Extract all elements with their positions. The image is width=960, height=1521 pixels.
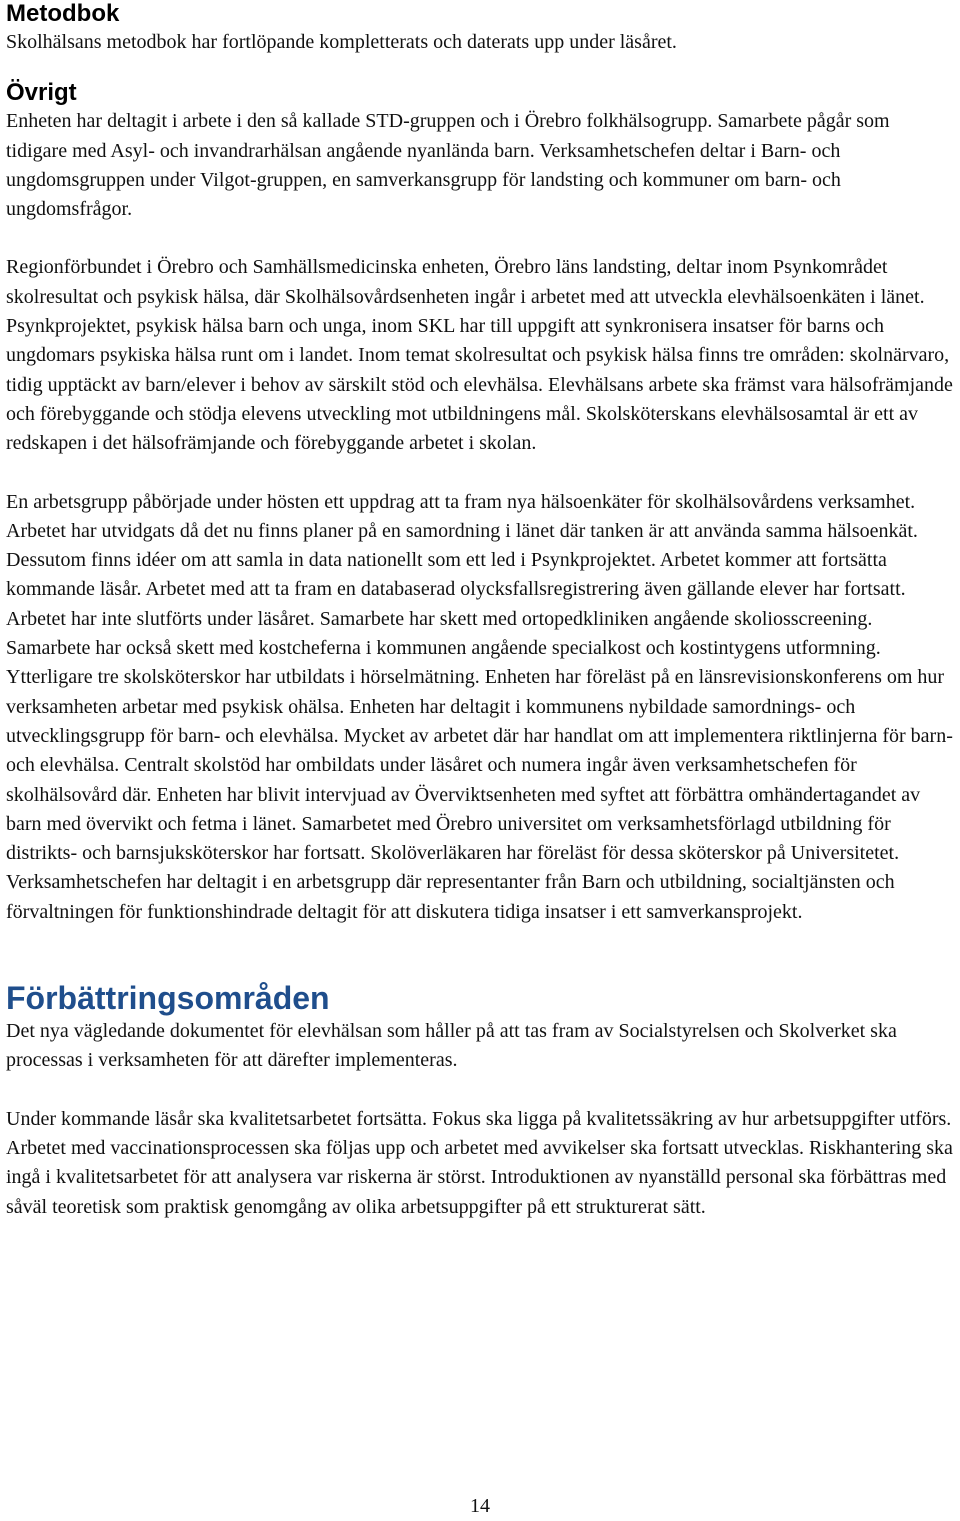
spacer <box>6 1076 954 1105</box>
spacer <box>6 459 954 488</box>
section-heading-ovrigt: Övrigt <box>6 79 77 107</box>
forbattring-paragraph-1: Det nya vägledande dokumentet för elevhälsan som håller på att tas fram av Socialstyrelsen och Skolverket ska processas i verksamheten för att därefter implementeras. <box>6 1020 897 1072</box>
ovrigt-paragraph-1: Enheten har deltagit i arbete i den så kallade STD-gruppen och i Örebro folkhälsogrupp. Samarbete pågår som tidigare med Asyl- och invandrarhälsan angående nyanlända barn. Verksamhetschefen deltar i Barn- och ungdomsgruppen under Vilgot-gruppen, en samverkansgrupp för landsting och kommuner om barn- och ungdomsfrågor. <box>6 110 890 221</box>
section-heading-forbattringsomraden: Förbättringsområden <box>6 980 330 1017</box>
spacer <box>6 57 954 79</box>
spacer <box>6 927 954 979</box>
ovrigt-paragraph-3: En arbetsgrupp påbörjade under hösten ett uppdrag att ta fram nya hälsoenkäter för skolhälsovårdens verksamhet. Arbetet har utvidgats då det nu finns planer på en samordning i länet där tanken är att använda samma hälsoenkät. Dessutom finns idéer om att samla in data nationellt som ett led i Psynkprojektet. Arbetet kommer att fortsätta kommande läsår. Arbetet med att ta fram en databaserad olycksfallsregistrering även gällande elever har fortsatt. Arbetet har inte slutförts under läsåret. Samarbete har skett med ortopedkliniken angående skoliosscreening. Samarbete har också skett med kostcheferna i kommunen angående specialkost och kostintygens utformning. Ytterligare tre skolsköterskor har utbildats i hörselmätning. Enheten har föreläst på en länsrevisionskonferens om hur verksamheten arbetar med psykisk ohälsa. Enheten har deltagit i kommunens nybildade samordnings- och utvecklingsgrupp för barn- och elevhälsa. Mycket av arbetet där har handlat om att implementera riktlinjerna för barn- och elevhälsa. Centralt skolstöd har ombildats under läsåret och numera ingår även verksamhetschefen för skolhälsovård där. Enheten har blivit intervjuad av Överviktsenheten med syftet att förbättra omhändertagandet av barn med övervikt och fetma i länet. Samarbetet med Örebro universitet om verksamhetsförlagd utbildning för distrikts- och barnsjuksköterskor har fortsatt. Skolöverläkaren har föreläst för dessa sköterskor på Universitetet. Verksamhetschefen har deltagit i en arbetsgrupp där representanter från Barn och utbildning, socialtjänsten och förvaltningen för funktionshindrade deltagit för att diskutera tidiga insatser i ett samverkansprojekt. <box>6 490 953 923</box>
forbattring-paragraph-2: Under kommande läsår ska kvalitetsarbetet fortsätta. Fokus ska ligga på kvalitetssäkring av hur arbetsuppgifter utförs. Arbetet med vaccinationsprocessen ska följas upp och arbetet med avvikelser ska fortsatt utvecklas. Riskhantering ska ingå i kvalitetsarbetet för att analysera var riskerna är störst. Introduktionen av nyanställd personal ska förbättras med såväl teoretisk som praktisk genomgång av olika arbetsuppgifter på ett strukturerat sätt. <box>6 1107 953 1218</box>
ovrigt-paragraph-2: Regionförbundet i Örebro och Samhällsmedicinska enheten, Örebro läns landsting, deltar inom Psynkområdet skolresultat och psykisk hälsa, där Skolhälsovårdsenheten ingår i arbetet med att utveckla elevhälsoenkäten i länet. Psynkprojektet, psykisk hälsa barn och unga, inom SKL har till uppgift att synkronisera insatser för barns och ungdomars psykiska hälsa runt om i landet. Inom temat skolresultat och psykisk hälsa finns tre områden: skolnärvaro, tidig upptäckt av barn/elever i behov av särskilt stöd och elevhälsa. Elevhälsans arbete ska främst vara hälsofrämjande och förebyggande och stödja elevens utveckling mot utbildningens mål. Skolsköterskans elevhälsosamtal är ett av redskapen i det hälsofrämjande och förebyggande arbetet i skolan. <box>6 256 953 455</box>
page-number: 14 <box>470 1495 490 1517</box>
spacer <box>6 224 954 253</box>
section-heading-metodbok: Metodbok <box>6 0 120 27</box>
document-page <box>6 0 954 1222</box>
metodbok-text: Skolhälsans metodbok har fortlöpande kompletterats och daterats upp under läsåret. <box>6 31 677 53</box>
